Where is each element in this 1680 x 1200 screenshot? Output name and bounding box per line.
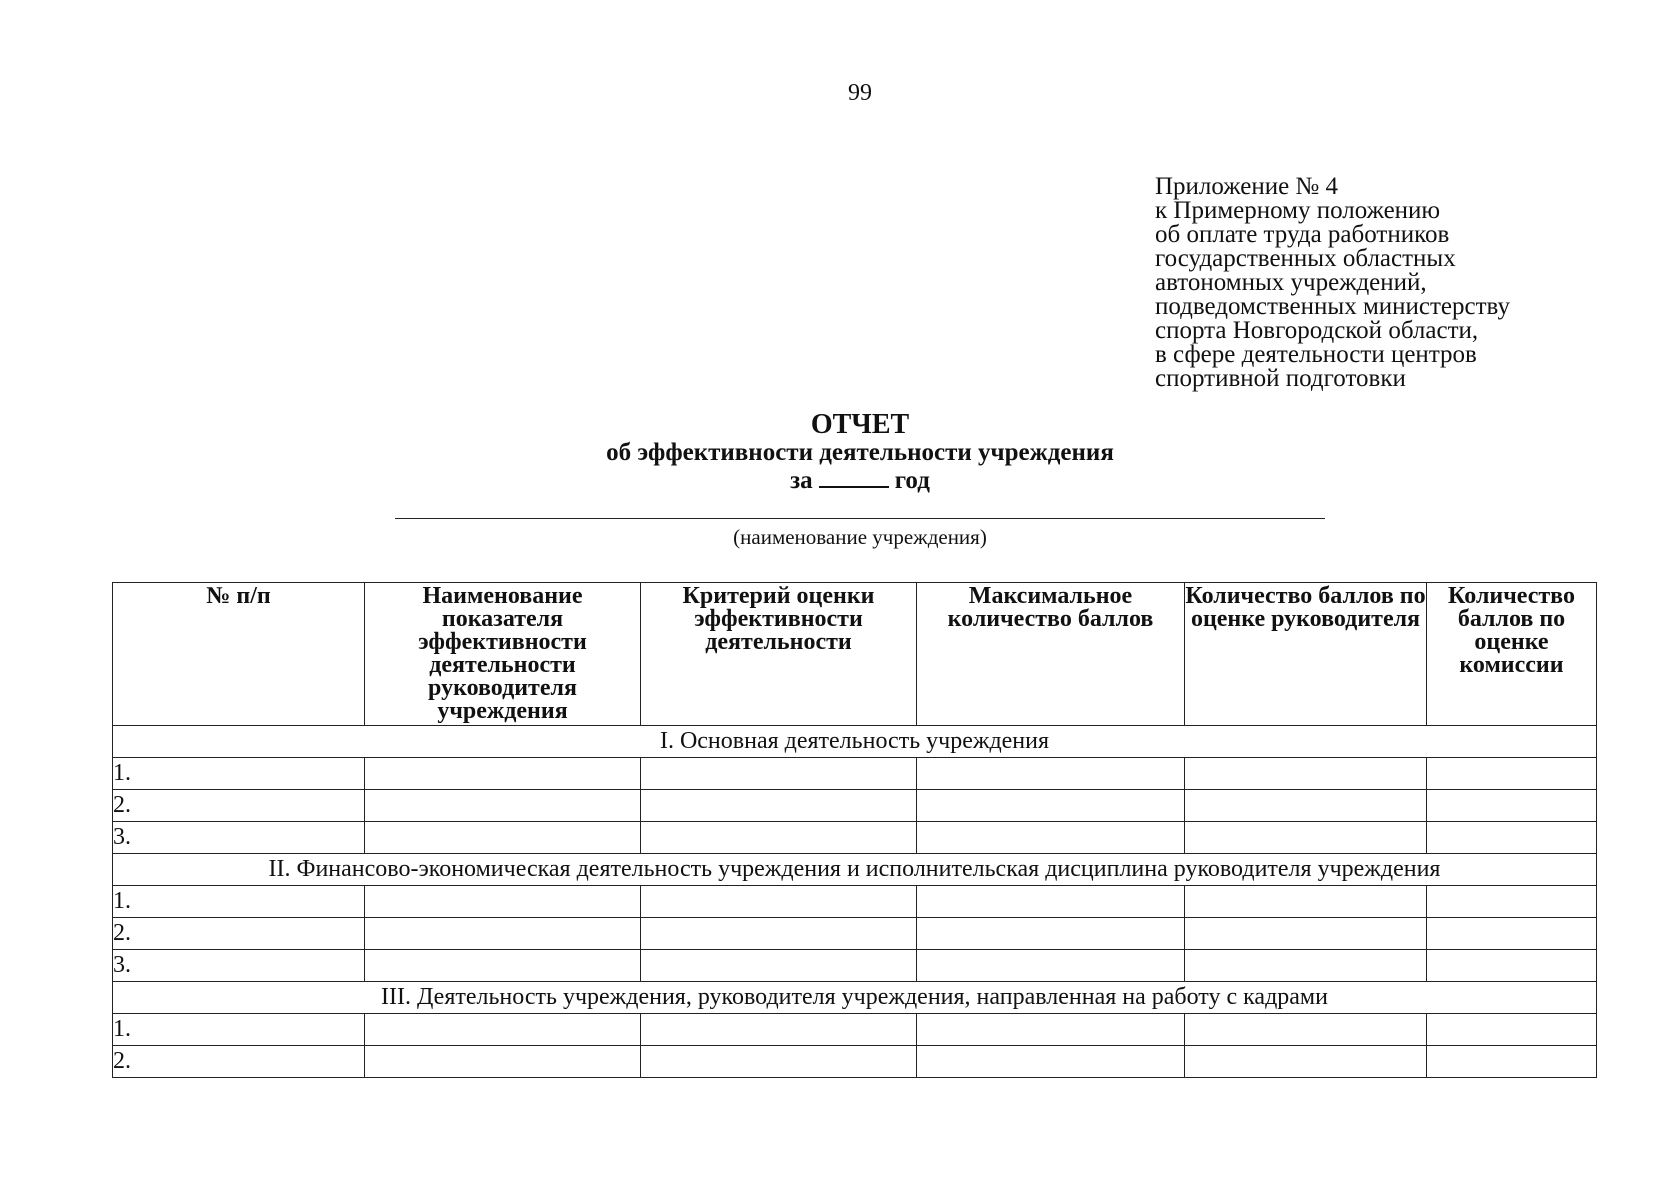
cell-commission-score	[1427, 1046, 1597, 1078]
cell-commission-score	[1427, 790, 1597, 822]
cell-director-score	[1185, 1046, 1427, 1078]
year-blank	[819, 466, 889, 488]
appendix-line: спортивной подготовки	[1155, 365, 1406, 392]
cell-indicator	[365, 790, 641, 822]
table-row	[113, 790, 1597, 822]
cell-director-score	[1185, 886, 1427, 918]
year-prefix: за	[790, 467, 813, 494]
cell-max-score	[917, 950, 1185, 982]
cell-criterion	[641, 1014, 917, 1046]
cell-commission-score	[1427, 1014, 1597, 1046]
row-number: 3.	[113, 822, 365, 854]
page-number: 99	[848, 80, 872, 106]
cell-criterion	[641, 886, 917, 918]
section-title: I. Основная деятельность учреждения	[113, 726, 1597, 758]
cell-director-score	[1185, 790, 1427, 822]
report-subtitle: об эффективности деятельности учреждения	[606, 439, 1114, 466]
cell-max-score	[917, 1046, 1185, 1078]
cell-indicator	[365, 886, 641, 918]
cell-max-score	[917, 918, 1185, 950]
appendix-line: подведомственных министерству	[1155, 293, 1510, 320]
section-row	[113, 726, 1597, 758]
year-suffix: год	[894, 467, 930, 494]
section-row	[113, 854, 1597, 886]
cell-criterion	[641, 950, 917, 982]
appendix-line: к Примерному положению	[1155, 197, 1441, 224]
row-number: 2.	[113, 918, 365, 950]
cell-indicator	[365, 950, 641, 982]
report-title: ОТЧЕТ	[810, 409, 910, 440]
cell-director-score	[1185, 1014, 1427, 1046]
section-title: II. Финансово-экономическая деятельность учреждения и исполнительская дисциплина руководителя учреждения	[113, 854, 1597, 886]
cell-indicator	[365, 1014, 641, 1046]
table-header-row	[113, 583, 1597, 726]
appendix-line: государственных областных	[1155, 245, 1456, 272]
table-row	[113, 758, 1597, 790]
cell-director-score	[1185, 822, 1427, 854]
appendix-line: об оплате труда работников	[1155, 221, 1450, 248]
report-title-block	[0, 410, 1680, 494]
header-criterion: Критерий оценки эффективности деятельности	[641, 583, 917, 726]
report-table	[112, 582, 1597, 1078]
table-row	[113, 950, 1597, 982]
table-row	[113, 1014, 1597, 1046]
cell-indicator	[365, 918, 641, 950]
cell-max-score	[917, 822, 1185, 854]
header-commission-score: Количество баллов по оценке комиссии	[1427, 583, 1597, 726]
appendix-line: в сфере деятельности центров	[1155, 341, 1477, 368]
cell-director-score	[1185, 758, 1427, 790]
header-indicator-name: Наименование показателя эффективности деятельности руководителя учреждения	[365, 583, 641, 726]
section-row	[113, 982, 1597, 1014]
cell-max-score	[917, 790, 1185, 822]
cell-criterion	[641, 1046, 917, 1078]
appendix-line: Приложение № 4	[1155, 173, 1339, 200]
appendix-line: автономных учреждений,	[1155, 269, 1427, 296]
cell-director-score	[1185, 950, 1427, 982]
row-number: 2.	[113, 1046, 365, 1078]
report-year-line	[0, 466, 1680, 494]
cell-indicator	[365, 1046, 641, 1078]
cell-indicator	[365, 822, 641, 854]
cell-indicator	[365, 758, 641, 790]
institution-name-line	[395, 518, 1325, 519]
row-number: 1.	[113, 886, 365, 918]
cell-criterion	[641, 918, 917, 950]
cell-max-score	[917, 758, 1185, 790]
table-row	[113, 886, 1597, 918]
cell-commission-score	[1427, 918, 1597, 950]
cell-commission-score	[1427, 822, 1597, 854]
table-row	[113, 1046, 1597, 1078]
row-number: 1.	[113, 758, 365, 790]
header-max-score: Максимальное количество баллов	[917, 583, 1185, 726]
header-number: № п/п	[113, 583, 365, 726]
institution-caption: (наименование учреждения)	[733, 525, 987, 549]
appendix-note	[1155, 175, 1510, 391]
cell-max-score	[917, 886, 1185, 918]
appendix-line: спорта Новгородской области,	[1155, 317, 1479, 344]
cell-criterion	[641, 822, 917, 854]
cell-max-score	[917, 1014, 1185, 1046]
header-director-score: Количество баллов по оценке руководителя	[1185, 583, 1427, 726]
cell-commission-score	[1427, 886, 1597, 918]
cell-commission-score	[1427, 758, 1597, 790]
cell-commission-score	[1427, 950, 1597, 982]
table-row	[113, 918, 1597, 950]
cell-criterion	[641, 758, 917, 790]
row-number: 2.	[113, 790, 365, 822]
table-row	[113, 822, 1597, 854]
cell-director-score	[1185, 918, 1427, 950]
row-number: 3.	[113, 950, 365, 982]
cell-criterion	[641, 790, 917, 822]
row-number: 1.	[113, 1014, 365, 1046]
section-title: III. Деятельность учреждения, руководителя учреждения, направленная на работу с кадрами	[113, 982, 1597, 1014]
